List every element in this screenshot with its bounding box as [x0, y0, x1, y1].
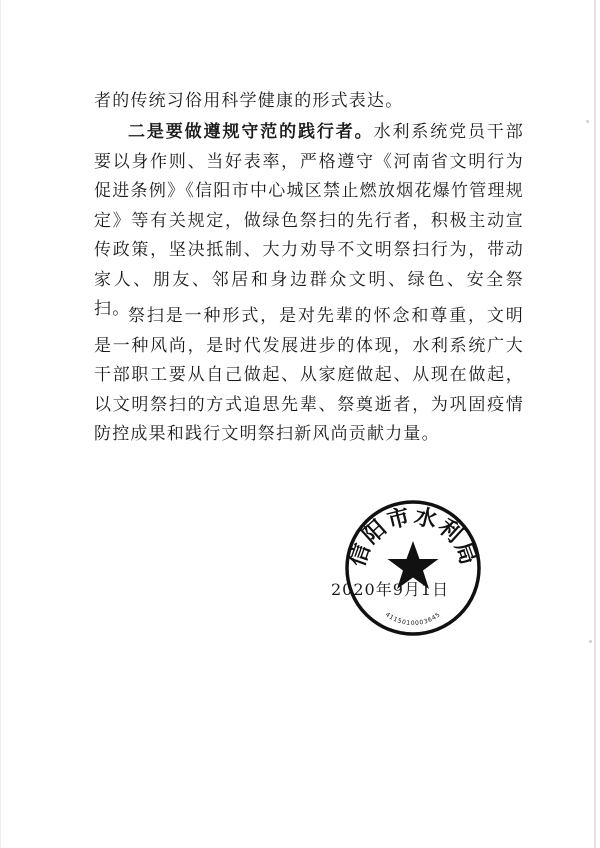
scan-speck [589, 640, 592, 643]
seal-serial-text: 4115010003645 [383, 611, 443, 628]
paragraph-body: 水利系统党员干部要以身作则、当好表率，严格遵守《河南省文明行为促进条例》《信阳市中心城区禁止燃放烟花爆竹管理规定》等有关规定，做绿色祭扫的先行者，积极主动宣传政策，坚决抵制、大力劝导不文明祭扫行为，带动家人、朋友、邻居和身边群众文明、绿色、安全祭扫。 [94, 122, 524, 319]
paragraph-rules [94, 118, 524, 325]
scan-speck [586, 120, 589, 123]
seal-star-icon [388, 541, 439, 589]
official-seal [342, 497, 484, 639]
scan-left-edge [0, 0, 1, 848]
svg-text:4115010003645 [384, 611, 442, 627]
document-date: 2020年9月1日 [331, 580, 450, 599]
paragraph-closing: 祭扫是一种形式，是对先辈的怀念和尊重，文明是一种风尚，是时代发展进步的体现，水利系统广大干部职工要从自己做起、从家庭做起、从现在做起，以文明祭扫的方式追思先辈、祭奠逝者，为巩固疫情防控成果和践行文明祭扫新风尚贡献力量。 [94, 306, 524, 444]
paragraph-lead-heading: 二是要做遵规守范的践行者。 [128, 122, 374, 142]
scan-right-edge [594, 0, 596, 848]
paragraph-continuation: 者的传统习俗用科学健康的形式表达。 [94, 91, 404, 111]
seal-name-text: 信阳市水利局 [343, 503, 483, 570]
